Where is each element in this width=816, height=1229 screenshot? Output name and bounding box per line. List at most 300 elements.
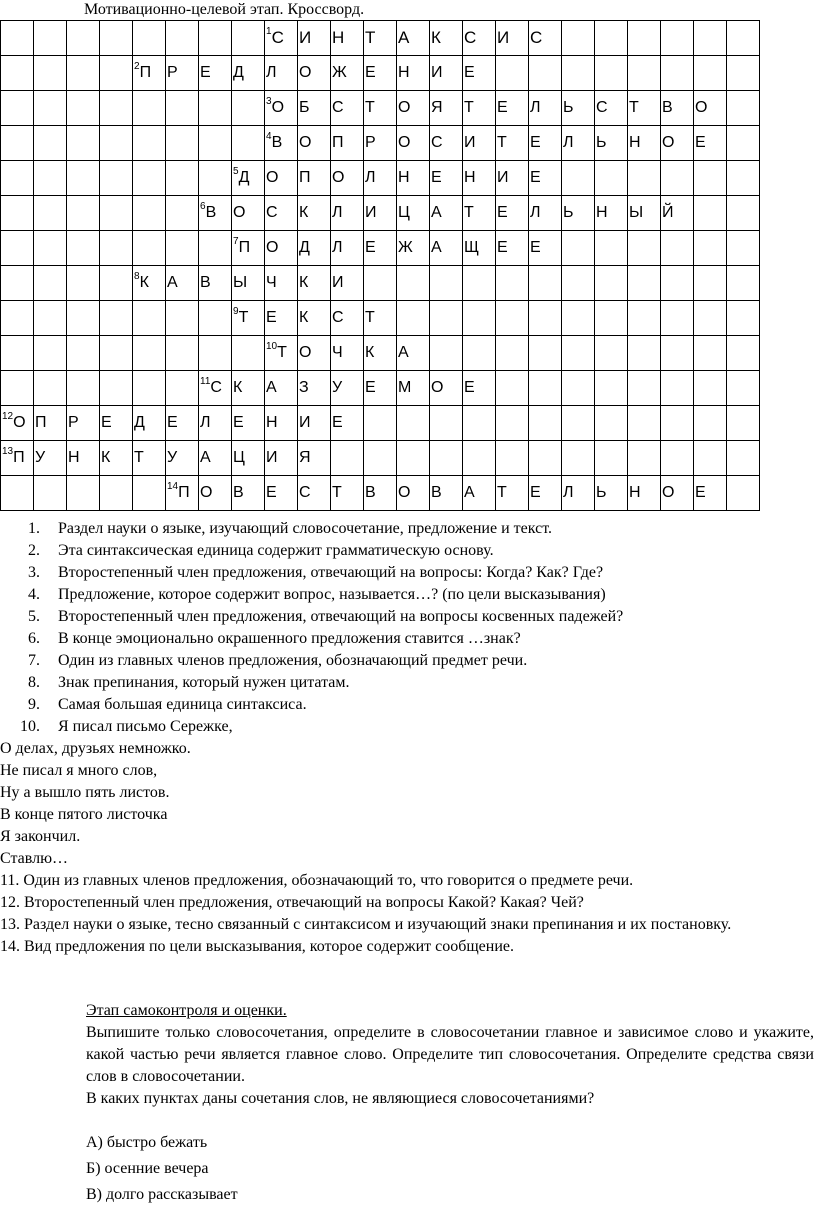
crossword-cell	[232, 301, 265, 336]
crossword-cell	[595, 91, 628, 126]
clue-number: 3	[266, 95, 272, 107]
crossword-cell	[265, 91, 298, 126]
question-item	[0, 650, 816, 672]
crossword-cell	[199, 161, 232, 196]
crossword-cell	[166, 196, 199, 231]
crossword-letter: Т	[464, 99, 474, 116]
crossword-letter: А	[431, 239, 442, 256]
crossword-cell	[595, 126, 628, 161]
crossword-cell	[694, 441, 727, 476]
crossword-letter: К	[299, 204, 309, 221]
crossword-cell	[397, 266, 430, 301]
crossword-cell	[430, 336, 463, 371]
crossword-letter: Е	[497, 99, 508, 116]
crossword-letter: Е	[695, 484, 706, 501]
crossword-cell	[661, 476, 694, 511]
crossword-cell	[331, 21, 364, 56]
crossword-cell	[133, 231, 166, 266]
crossword-cell	[562, 161, 595, 196]
crossword-letter: А	[398, 344, 409, 361]
crossword-cell	[100, 441, 133, 476]
crossword-row	[1, 196, 760, 231]
crossword-letter: Т	[497, 484, 507, 501]
crossword-cell	[67, 266, 100, 301]
crossword-row	[1, 406, 760, 441]
crossword-cell	[430, 91, 463, 126]
crossword-cell	[133, 266, 166, 301]
crossword-cell	[562, 91, 595, 126]
crossword-cell	[1, 196, 34, 231]
crossword-cell	[265, 371, 298, 406]
question-item: 14. Вид предложения по цели высказывания, которое содержит сообщение.	[0, 938, 515, 955]
crossword-letter: А	[431, 204, 442, 221]
crossword-cell	[529, 231, 562, 266]
crossword-cell	[727, 336, 760, 371]
question-item: 11. Один из главных членов предложения, обозначающий то, что говорится о предмете речи.	[0, 872, 634, 889]
crossword-cell	[133, 126, 166, 161]
crossword-cell	[34, 126, 67, 161]
crossword-cell	[595, 56, 628, 91]
crossword-letter: К	[101, 449, 111, 466]
crossword-cell	[463, 196, 496, 231]
crossword-cell	[463, 126, 496, 161]
crossword-letter: Т	[332, 484, 342, 501]
poem-line: Я закончил.	[0, 828, 81, 845]
crossword-cell	[595, 406, 628, 441]
crossword-letter: О	[398, 134, 411, 151]
crossword-letter: Ь	[596, 134, 607, 151]
clue-number: 14	[167, 480, 179, 492]
poem-line: Ну а вышло пять листов.	[0, 784, 170, 801]
crossword-cell	[397, 56, 430, 91]
crossword-cell	[34, 266, 67, 301]
crossword-cell	[67, 161, 100, 196]
crossword-cell	[397, 476, 430, 511]
crossword-row	[1, 336, 760, 371]
crossword-cell	[298, 301, 331, 336]
crossword-letter: Н	[629, 484, 641, 501]
crossword-letter: С	[530, 28, 543, 47]
crossword-cell	[727, 126, 760, 161]
crossword-cell	[1, 126, 34, 161]
crossword-cell	[364, 476, 397, 511]
crossword-cell	[1, 371, 34, 406]
crossword-cell	[166, 161, 199, 196]
page-title: Мотивационно-целевой этап. Кроссворд.	[84, 1, 365, 18]
crossword-cell	[364, 441, 397, 476]
crossword-cell	[67, 126, 100, 161]
answer-option: Б) осенние вечера	[86, 1160, 209, 1177]
crossword-cell	[727, 406, 760, 441]
crossword-letter: С	[210, 379, 222, 396]
crossword-letter: О	[662, 484, 675, 501]
crossword-cell	[1, 406, 34, 441]
crossword-cell	[298, 406, 331, 441]
crossword-letter: Е	[530, 169, 541, 186]
crossword-cell	[34, 301, 67, 336]
crossword-cell	[694, 406, 727, 441]
crossword-cell	[397, 231, 430, 266]
crossword-cell	[265, 161, 298, 196]
crossword-letter: К	[233, 379, 243, 396]
crossword-cell	[1, 231, 34, 266]
crossword-cell	[364, 126, 397, 161]
crossword-cell	[100, 21, 133, 56]
crossword-letter: Е	[530, 134, 541, 151]
crossword-cell	[100, 371, 133, 406]
crossword-cell	[496, 476, 529, 511]
crossword-cell	[496, 56, 529, 91]
question-item: 12. Второстепенный член предложения, отвечающий на вопросы Какой? Какая? Чей?	[0, 894, 584, 911]
crossword-letter: П	[139, 64, 152, 81]
crossword-letter: Л	[563, 484, 574, 501]
crossword-cell	[628, 371, 661, 406]
crossword-cell	[463, 91, 496, 126]
crossword-cell	[430, 56, 463, 91]
crossword-letter: П	[13, 449, 25, 466]
crossword-cell	[298, 231, 331, 266]
crossword-cell	[298, 91, 331, 126]
crossword-cell	[529, 126, 562, 161]
crossword-cell	[727, 21, 760, 56]
crossword-cell	[430, 21, 463, 56]
crossword-letter: Д	[233, 64, 244, 81]
crossword-cell	[34, 441, 67, 476]
crossword-cell	[496, 196, 529, 231]
crossword-letter: С	[596, 99, 608, 116]
crossword-cell	[562, 196, 595, 231]
crossword-cell	[397, 91, 430, 126]
crossword-cell	[562, 406, 595, 441]
clue-number: 12	[2, 410, 14, 422]
crossword-cell	[298, 196, 331, 231]
crossword-cell	[1, 476, 34, 511]
crossword-cell	[67, 476, 100, 511]
crossword-letter: Л	[530, 99, 541, 116]
crossword-grid	[0, 20, 760, 511]
crossword-cell	[430, 231, 463, 266]
crossword-cell	[232, 231, 265, 266]
crossword-letter: Н	[464, 169, 476, 186]
crossword-cell	[331, 231, 364, 266]
crossword-cell	[298, 266, 331, 301]
crossword-cell	[727, 161, 760, 196]
crossword-cell	[265, 336, 298, 371]
crossword-letter: О	[200, 484, 213, 501]
crossword-cell	[166, 56, 199, 91]
crossword-cell	[661, 231, 694, 266]
crossword-cell	[232, 266, 265, 301]
crossword-letter: Е	[266, 484, 277, 501]
question-text: В конце эмоционально окрашенного предложения ставится …знак?	[58, 630, 521, 647]
crossword-cell	[265, 406, 298, 441]
crossword-letter: Л	[332, 239, 343, 256]
crossword-cell	[364, 336, 397, 371]
crossword-cell	[199, 231, 232, 266]
crossword-cell	[595, 476, 628, 511]
crossword-cell	[628, 56, 661, 91]
crossword-cell	[67, 56, 100, 91]
crossword-cell	[397, 126, 430, 161]
question-number: 7.	[28, 652, 40, 669]
crossword-cell	[397, 406, 430, 441]
crossword-letter: В	[233, 484, 244, 501]
crossword-cell	[496, 126, 529, 161]
crossword-cell	[34, 371, 67, 406]
crossword-cell	[529, 161, 562, 196]
crossword-cell	[397, 301, 430, 336]
crossword-cell	[1, 91, 34, 126]
crossword-cell	[661, 196, 694, 231]
crossword-cell	[463, 301, 496, 336]
crossword-cell	[67, 91, 100, 126]
crossword-letter: В	[271, 134, 283, 151]
crossword-cell	[331, 476, 364, 511]
crossword-letter: Е	[365, 64, 376, 81]
crossword-cell	[562, 21, 595, 56]
crossword-cell	[694, 371, 727, 406]
crossword-cell	[595, 231, 628, 266]
crossword-cell	[265, 196, 298, 231]
crossword-cell	[67, 231, 100, 266]
crossword-letter: Ь	[563, 204, 574, 221]
crossword-cell	[364, 301, 397, 336]
crossword-cell	[727, 371, 760, 406]
crossword-cell	[232, 56, 265, 91]
crossword-letter: С	[332, 309, 344, 326]
crossword-cell	[364, 161, 397, 196]
crossword-letter: Т	[277, 344, 287, 361]
crossword-cell	[496, 336, 529, 371]
crossword-cell	[661, 91, 694, 126]
crossword-cell	[430, 476, 463, 511]
crossword-cell	[397, 21, 430, 56]
crossword-cell	[595, 161, 628, 196]
crossword-letter: И	[332, 274, 344, 291]
crossword-letter: В	[431, 484, 442, 501]
crossword-cell	[133, 441, 166, 476]
crossword-letter: Я	[299, 449, 311, 466]
crossword-cell	[199, 56, 232, 91]
crossword-cell	[199, 441, 232, 476]
crossword-cell	[727, 91, 760, 126]
crossword-cell	[331, 161, 364, 196]
crossword-cell	[628, 126, 661, 161]
crossword-cell	[1, 161, 34, 196]
question-item	[0, 628, 816, 650]
crossword-cell	[265, 441, 298, 476]
crossword-cell	[166, 371, 199, 406]
crossword-cell	[265, 21, 298, 56]
crossword-letter: С	[271, 28, 284, 47]
crossword-letter: Е	[464, 379, 475, 396]
clue-number: 10	[266, 340, 278, 352]
crossword-letter: О	[431, 379, 444, 396]
crossword-cell	[562, 266, 595, 301]
crossword-letter: З	[299, 379, 309, 396]
crossword-cell	[298, 126, 331, 161]
crossword-letter: Е	[497, 204, 508, 221]
crossword-cell	[661, 161, 694, 196]
crossword-cell	[133, 91, 166, 126]
crossword-cell	[67, 336, 100, 371]
poem	[0, 738, 816, 870]
question-number: 10.	[20, 718, 40, 735]
section-heading: Этап самоконтроля и оценки.	[86, 1002, 287, 1019]
crossword-cell	[694, 56, 727, 91]
crossword-cell	[232, 21, 265, 56]
question-text: Второстепенный член предложения, отвечающий на вопросы: Когда? Как? Где?	[58, 564, 604, 581]
crossword-cell	[529, 266, 562, 301]
crossword-letter: Р	[365, 134, 376, 151]
crossword-cell	[100, 91, 133, 126]
crossword-cell	[496, 231, 529, 266]
crossword-cell	[463, 476, 496, 511]
crossword-cell	[166, 21, 199, 56]
crossword-cell	[463, 231, 496, 266]
crossword-cell	[34, 161, 67, 196]
crossword-letter: С	[299, 484, 311, 501]
question-number: 8.	[28, 674, 40, 691]
crossword-cell	[628, 336, 661, 371]
crossword-cell	[265, 126, 298, 161]
crossword-cell	[265, 231, 298, 266]
crossword-letter: В	[200, 274, 211, 291]
crossword-cell	[430, 161, 463, 196]
crossword-cell	[628, 21, 661, 56]
crossword-cell	[562, 476, 595, 511]
crossword-letter: У	[332, 379, 343, 396]
crossword-cell	[133, 21, 166, 56]
crossword-letter: Д	[134, 414, 145, 431]
crossword-cell	[34, 231, 67, 266]
clue-number: 7	[233, 235, 239, 247]
crossword-letter: В	[205, 204, 217, 221]
crossword-letter: П	[332, 134, 344, 151]
crossword-cell	[463, 441, 496, 476]
crossword-letter: Е	[497, 239, 508, 256]
crossword-letter: А	[464, 484, 475, 501]
crossword-cell	[694, 476, 727, 511]
crossword-letter: Т	[238, 309, 249, 326]
question-number: 2.	[28, 542, 40, 559]
questions-tail	[0, 870, 816, 958]
crossword-cell	[694, 126, 727, 161]
crossword-cell	[628, 91, 661, 126]
crossword-letter: О	[299, 64, 312, 81]
crossword-letter: Н	[266, 414, 278, 431]
crossword-cell	[331, 126, 364, 161]
crossword-cell	[562, 126, 595, 161]
crossword-cell	[562, 301, 595, 336]
crossword-cell	[727, 196, 760, 231]
crossword-letter: Ь	[596, 484, 607, 501]
crossword-cell	[562, 56, 595, 91]
crossword-letter: О	[13, 414, 26, 431]
crossword-cell	[100, 266, 133, 301]
clue-number: 4	[266, 130, 272, 142]
crossword-letter: О	[398, 484, 411, 501]
crossword-cell	[661, 441, 694, 476]
crossword-cell	[694, 231, 727, 266]
crossword-letter: Е	[266, 309, 277, 326]
poem-line: О делах, друзьях немножко.	[0, 740, 191, 757]
crossword-letter: П	[238, 239, 251, 256]
clue-number: 6	[200, 200, 206, 212]
crossword-letter: С	[431, 134, 443, 151]
crossword-letter: И	[464, 134, 476, 151]
question-number: 3.	[28, 564, 40, 581]
crossword-letter: Щ	[464, 239, 479, 256]
crossword-cell	[34, 336, 67, 371]
crossword-letter: О	[266, 239, 279, 256]
crossword-letter: О	[398, 99, 411, 116]
crossword-cell	[529, 371, 562, 406]
crossword-cell	[661, 406, 694, 441]
crossword-letter: А	[398, 28, 410, 47]
crossword-cell	[100, 231, 133, 266]
crossword-cell	[628, 266, 661, 301]
question-item	[0, 672, 816, 694]
crossword-cell	[496, 161, 529, 196]
crossword-letter: Е	[233, 414, 244, 431]
crossword-cell	[1, 301, 34, 336]
crossword-letter: П	[299, 169, 311, 186]
crossword-row	[1, 266, 760, 301]
crossword-letter: С	[464, 28, 477, 47]
crossword-letter: С	[266, 204, 278, 221]
crossword-cell	[595, 21, 628, 56]
crossword-cell	[298, 441, 331, 476]
poem-line: Не писал я много слов,	[0, 762, 158, 779]
crossword-cell	[364, 21, 397, 56]
crossword-row	[1, 21, 760, 56]
crossword-letter: Ц	[233, 449, 245, 466]
question-text: Эта синтаксическая единица содержит грамматическую основу.	[58, 542, 494, 559]
crossword-cell	[628, 231, 661, 266]
crossword-cell	[463, 266, 496, 301]
crossword-cell	[331, 196, 364, 231]
question-number: 9.	[28, 696, 40, 713]
crossword-cell	[331, 336, 364, 371]
crossword-letter: Н	[398, 64, 410, 81]
crossword-cell	[364, 91, 397, 126]
crossword-letter: С	[332, 99, 344, 116]
crossword-letter: М	[398, 379, 412, 396]
crossword-cell	[595, 266, 628, 301]
crossword-cell	[298, 336, 331, 371]
crossword-cell	[496, 371, 529, 406]
crossword-cell	[1, 56, 34, 91]
crossword-letter: Т	[365, 28, 376, 47]
crossword-letter: Л	[563, 134, 574, 151]
crossword-letter: А	[200, 449, 211, 466]
crossword-letter: И	[266, 449, 278, 466]
crossword-cell	[694, 301, 727, 336]
crossword-cell	[166, 336, 199, 371]
crossword-cell	[34, 91, 67, 126]
crossword-letter: П	[178, 484, 190, 501]
crossword-letter: Д	[299, 239, 310, 256]
crossword-letter: Р	[68, 414, 79, 431]
crossword-cell	[67, 371, 100, 406]
crossword-letter: И	[299, 414, 311, 431]
crossword-cell	[463, 161, 496, 196]
crossword-cell	[496, 91, 529, 126]
crossword-letter: Ь	[563, 99, 574, 116]
question-number: 1.	[28, 520, 40, 537]
crossword-letter: Ы	[233, 274, 248, 291]
